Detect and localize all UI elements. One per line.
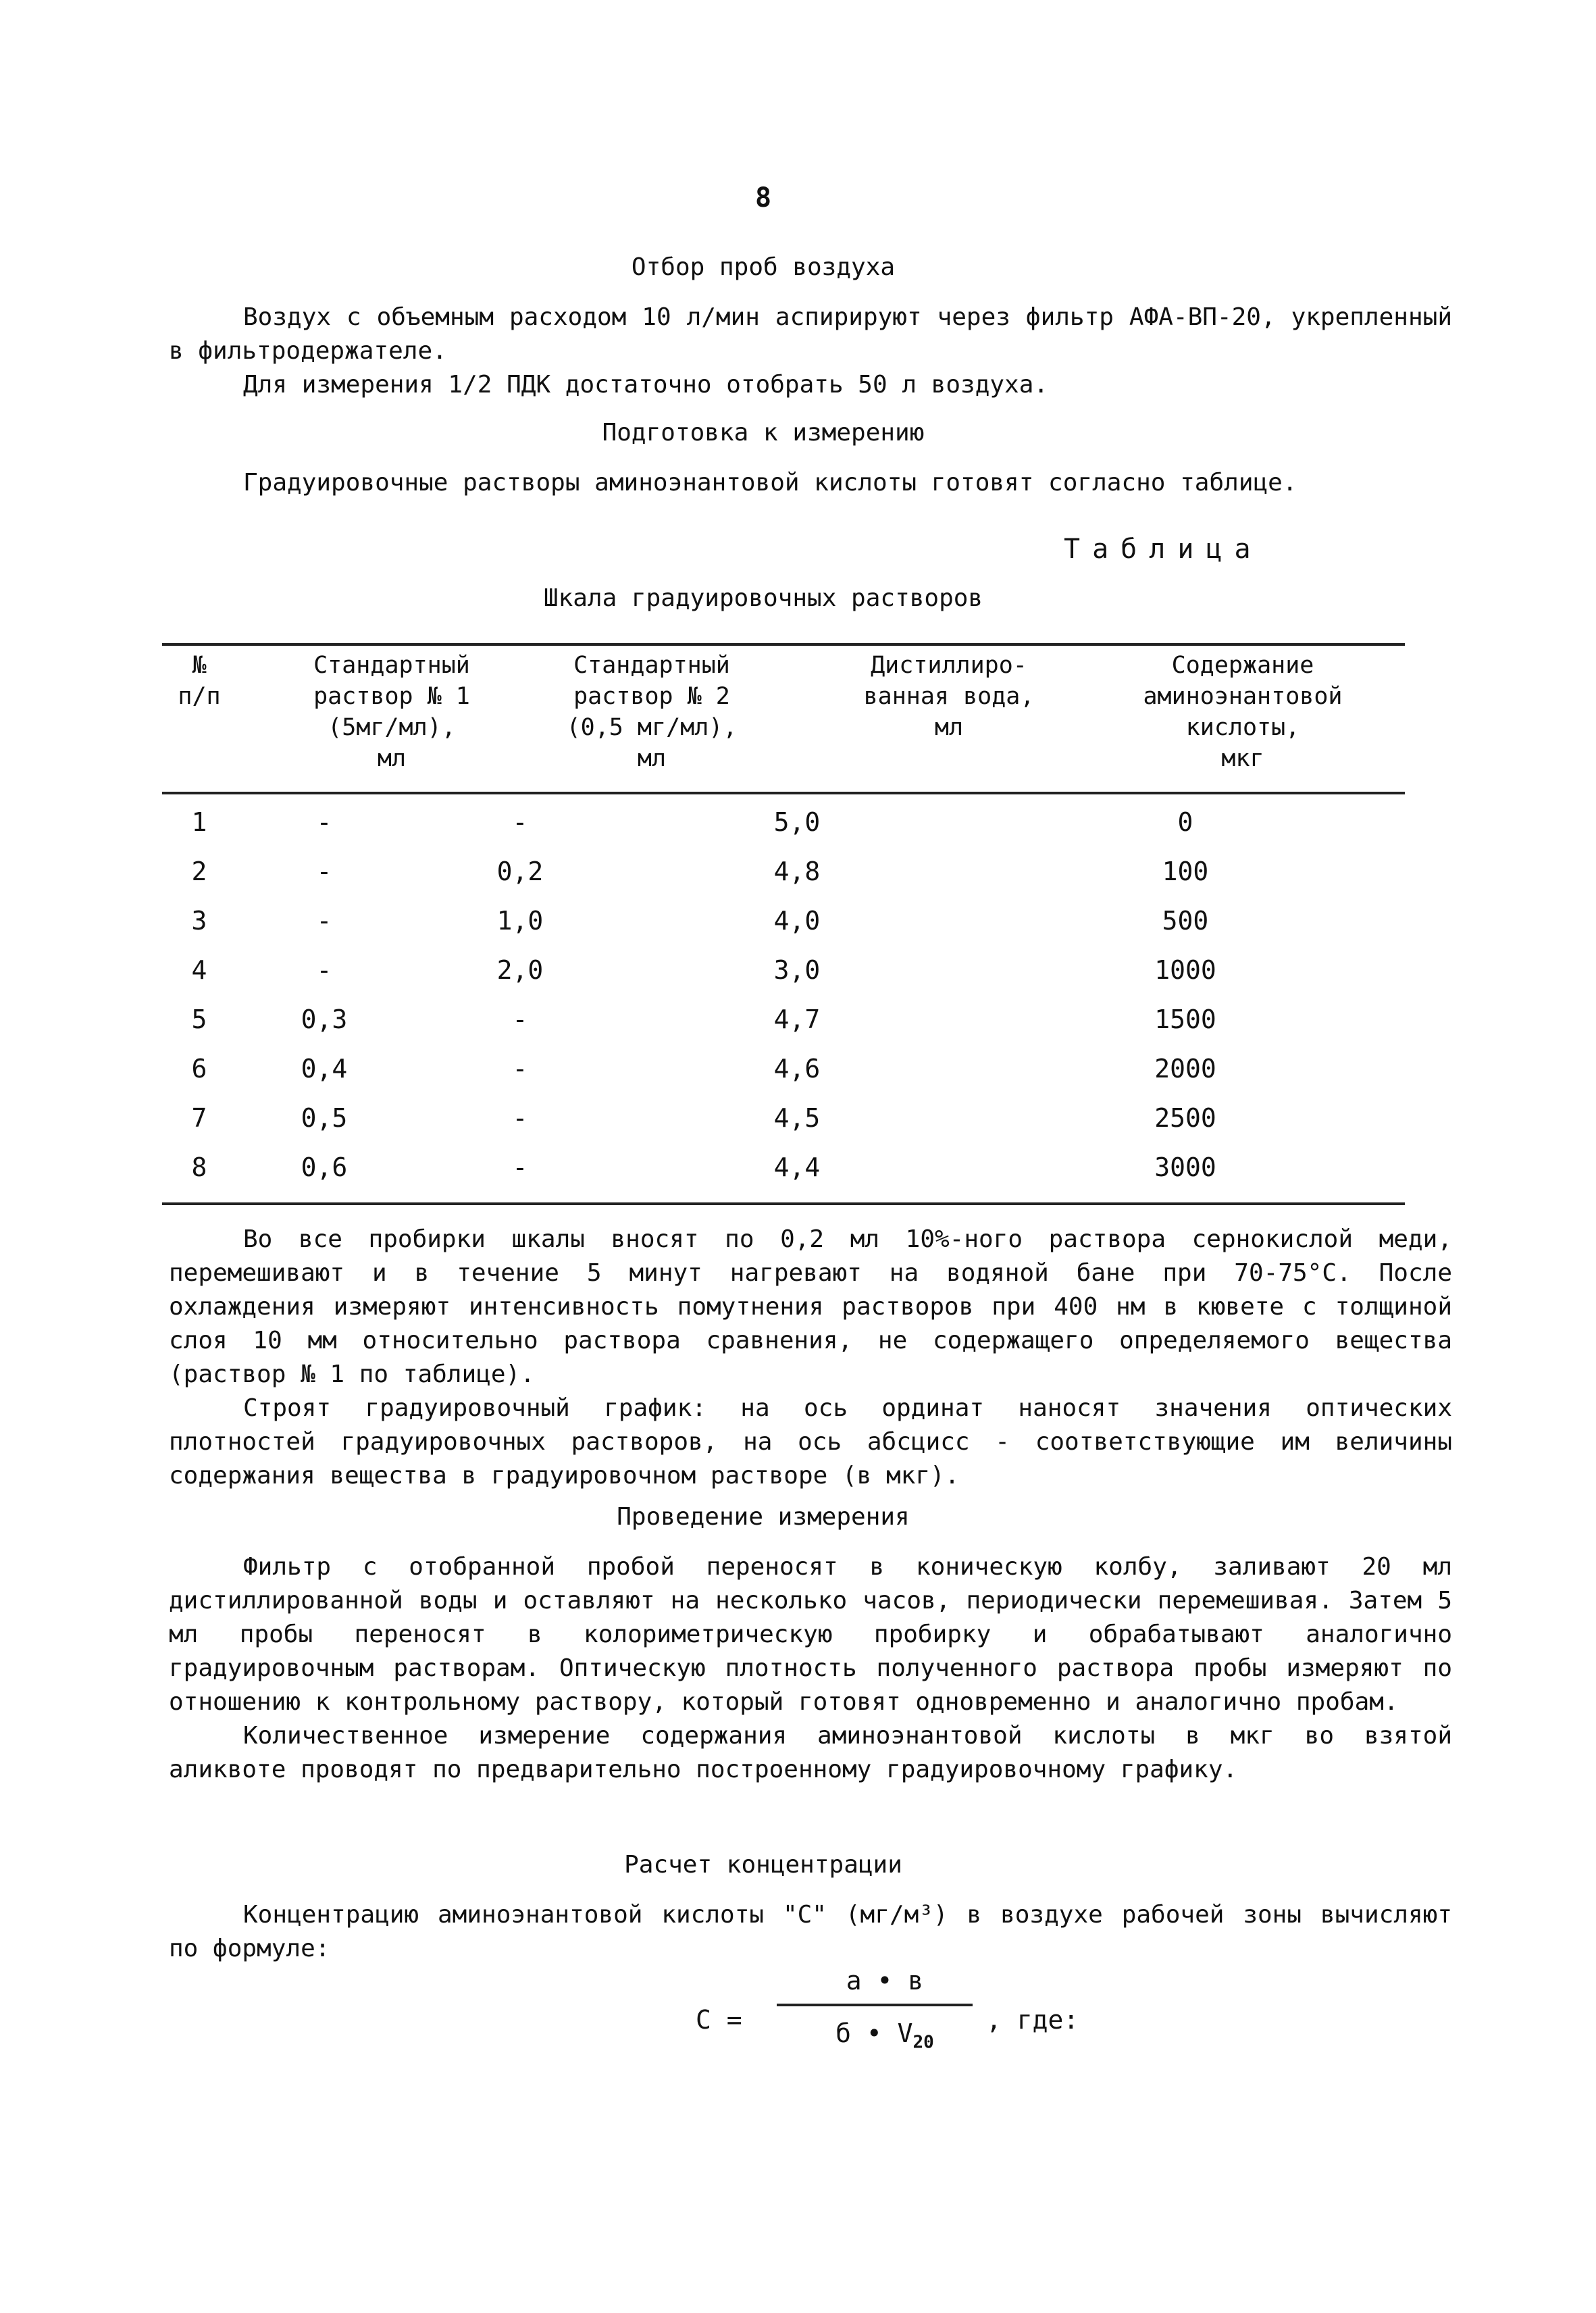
cell-standard-1: - [316, 856, 332, 886]
column-header-distilled-water: Дистиллиро- ванная вода, мл [863, 652, 1035, 741]
cell-water: 3,0 [773, 955, 821, 985]
paragraph-air-flow: Воздух с объемным расходом 10 л/мин аспирируют через фильтр АФА-ВП-20, укрепленный в фильтродержателе. [169, 303, 1452, 365]
table-row [162, 1044, 1405, 1093]
column-header-content: Содержание аминоэнантовой кислоты, мкг [1143, 652, 1343, 772]
cell-standard-2: - [512, 1152, 528, 1182]
column-header-standard-2: Стандартный раствор № 2 (0,5 мг/мл), мл [566, 652, 738, 772]
cell-number: 5 [191, 1004, 207, 1034]
table-row [162, 896, 1405, 945]
section-title-preparation: Подготовка к измерению [602, 419, 925, 447]
table-row [162, 1093, 1405, 1142]
section-title-measurement: Проведение измерения [617, 1503, 910, 1531]
table-bottom-rule [162, 1202, 1405, 1205]
cell-water: 5,0 [773, 807, 821, 837]
cell-standard-1: 0,6 [301, 1152, 348, 1182]
column-header-number: № п/п [178, 652, 221, 710]
cell-number: 6 [191, 1053, 207, 1084]
table-row [162, 994, 1405, 1044]
concentration-formula [696, 1966, 1101, 2081]
cell-standard-1: 0,4 [301, 1053, 348, 1084]
cell-number: 3 [191, 905, 207, 936]
table-header-rule [162, 792, 1405, 794]
paragraph-block-measurement [169, 1550, 1452, 1787]
cell-content: 3000 [1154, 1152, 1216, 1182]
cell-standard-1: - [316, 905, 332, 936]
cell-content: 2000 [1154, 1053, 1216, 1084]
cell-content: 1000 [1154, 955, 1216, 985]
cell-content: 2500 [1154, 1102, 1216, 1133]
table-row [162, 846, 1405, 896]
formula-suffix: , где: [986, 2005, 1079, 2035]
calibration-table [162, 797, 1405, 1192]
cell-standard-2: 1,0 [496, 905, 544, 936]
cell-standard-2: - [512, 807, 528, 837]
cell-number: 1 [191, 807, 207, 837]
paragraph-sample-volume: Для измерения 1/2 ПДК достаточно отобрать 50 л воздуха. [243, 371, 1049, 399]
cell-content: 100 [1162, 856, 1209, 886]
cell-standard-2: 0,2 [496, 856, 544, 886]
paragraph-block-sampling [169, 301, 1452, 402]
cell-water: 4,7 [773, 1004, 821, 1034]
section-title-concentration: Расчет концентрации [624, 1851, 902, 1879]
paragraph-calibration-graph: Строят градуировочный график: на ось ординат наносят значения оптических плотностей градуировочных растворов, на ось абсцисс - соответствующие им величины содержания вещества в градуировочном растворе (в мкг). [169, 1394, 1452, 1490]
cell-number: 2 [191, 856, 207, 886]
cell-standard-2: - [512, 1102, 528, 1133]
table-row [162, 1142, 1405, 1192]
cell-content: 0 [1177, 807, 1193, 837]
section-title-air-sampling: Отбор проб воздуха [631, 253, 896, 281]
cell-water: 4,6 [773, 1053, 821, 1084]
paragraph-formula-intro: Концентрацию аминоэнантовой кислоты "С" (мг/м³) в воздухе рабочей зоны вычисляют по формуле: [169, 1901, 1452, 1962]
paragraph-block-concentration [169, 1898, 1452, 1966]
formula-lhs: С = [696, 2005, 742, 2035]
cell-number: 7 [191, 1102, 207, 1133]
formula-fraction-bar [777, 2004, 973, 2006]
cell-number: 8 [191, 1152, 207, 1182]
cell-content: 1500 [1154, 1004, 1216, 1034]
paragraph-calibration-solutions: Градуировочные растворы аминоэнантовой кислоты готовят согласно таблице. [243, 469, 1297, 497]
paragraph-quantitative-measurement: Количественное измерение содержания аминоэнантовой кислоты в мкг во взятой аликвоте проводят по предварительно построенному градуировочному графику. [169, 1722, 1452, 1783]
cell-water: 4,4 [773, 1152, 821, 1182]
paragraph-copper-sulfate: Во все пробирки шкалы вносят по 0,2 мл 10%-ного раствора сернокислой меди, перемешивают и в течение 5 минут нагревают на водяной бане при 70-75°С. После охлаждения измеряют интенсивность помутнения растворов при 400 нм в кювете с толщиной слоя 10 мм относительно раствора сравнения, не содержащего определяемого вещества (раствор № 1 по таблице). [169, 1225, 1452, 1388]
table-label: Таблица [1064, 534, 1263, 565]
table-row [162, 797, 1405, 846]
cell-number: 4 [191, 955, 207, 985]
cell-standard-1: - [316, 807, 332, 837]
cell-water: 4,5 [773, 1102, 821, 1133]
cell-standard-2: 2,0 [496, 955, 544, 985]
table-row [162, 945, 1405, 994]
paragraph-block-procedure [169, 1223, 1452, 1493]
cell-standard-1: - [316, 955, 332, 985]
cell-standard-1: 0,5 [301, 1102, 348, 1133]
page-number: 8 [754, 182, 772, 213]
formula-denominator: б • $V_{20}$ [835, 2018, 934, 2053]
cell-standard-1: 0,3 [301, 1004, 348, 1034]
cell-water: 4,0 [773, 905, 821, 936]
cell-water: 4,8 [773, 856, 821, 886]
cell-content: 500 [1162, 905, 1209, 936]
cell-standard-2: - [512, 1004, 528, 1034]
column-header-standard-1: Стандартный раствор № 1 (5мг/мл), мл [313, 652, 470, 772]
paragraph-block-preparation [169, 466, 1452, 500]
table-top-rule [162, 643, 1405, 646]
table-title: Шкала градуировочных растворов [543, 584, 983, 612]
paragraph-filter-processing: Фильтр с отобранной пробой переносят в коническую колбу, заливают 20 мл дистиллированной воды и оставляют на несколько часов, периодически перемешивая. Затем 5 мл пробы переносят в колориметрическую пробирку и обрабатывают аналогично градуировочным растворам. Оптическую плотность полученного раствора пробы измеряют по отношению к контрольному раствору, который готовят одновременно и аналогично пробам. [169, 1553, 1452, 1716]
formula-numerator: а • в [846, 1966, 924, 1996]
cell-standard-2: - [512, 1053, 528, 1084]
